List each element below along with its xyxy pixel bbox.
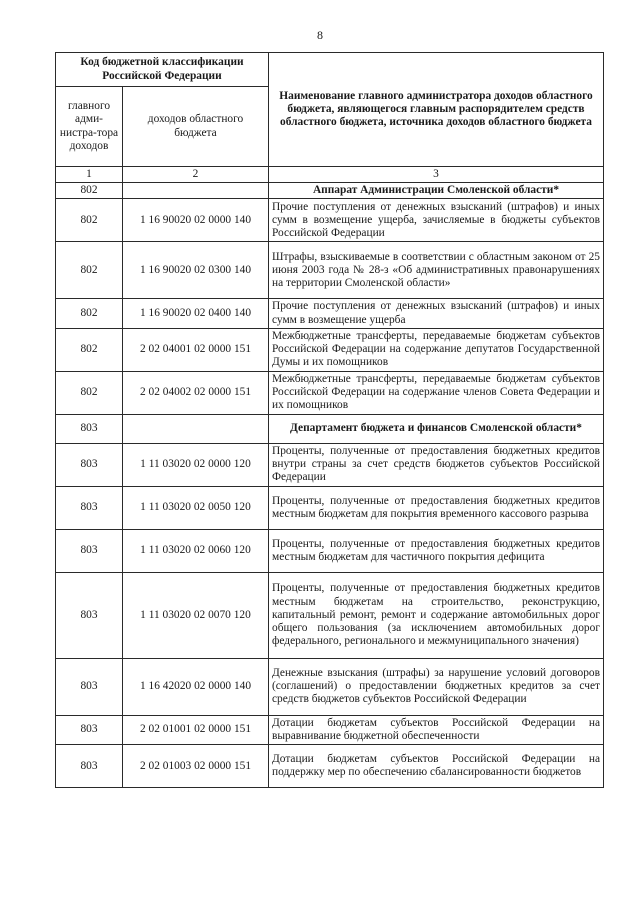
table-body [56, 183, 604, 788]
table-row [56, 199, 604, 242]
budget-classification-table [55, 52, 604, 788]
income-name-cell: Проценты, полученные от предоставления бюджетных кредитов местным бюджетам для покрытия временного кассового разрыва [269, 486, 604, 529]
admin-code-cell: 803 [56, 414, 123, 443]
admin-code-cell: 802 [56, 183, 123, 199]
admin-code-cell: 802 [56, 242, 123, 299]
income-name-cell: Проценты, полученные от предоставления бюджетных кредитов местным бюджетам на строительство, реконструкцию, капитальный ремонт, ремонт и содержание автомобильных дорог общего пользования (за исключением автомобильных дорог федерального, регионального и межмуниципального значения) [269, 572, 604, 658]
department-name-cell: Департамент бюджета и финансов Смоленской области* [269, 414, 604, 443]
header-name-column: Наименование главного администратора доходов областного бюджета, являющегося главным распорядителем средств областного бюджета, источника доходов областного бюджета [269, 53, 604, 167]
income-name-cell: Прочие поступления от денежных взысканий (штрафов) и иных сумм в возмещение ущерба, зачисляемые в бюджеты субъектов Российской Федерации [269, 199, 604, 242]
income-code-cell: 1 16 42020 02 0000 140 [123, 658, 269, 715]
table-row-department [56, 183, 604, 199]
table-row [56, 658, 604, 715]
admin-code-cell: 803 [56, 443, 123, 486]
income-code-cell: 1 11 03020 02 0000 120 [123, 443, 269, 486]
table-header [56, 53, 604, 183]
table-row-department [56, 414, 604, 443]
income-code-cell: 2 02 01001 02 0000 151 [123, 715, 269, 744]
income-name-cell: Дотации бюджетам субъектов Российской Федерации на выравнивание бюджетной обеспеченности [269, 715, 604, 744]
income-name-cell: Дотации бюджетам субъектов Российской Федерации на поддержку мер по обеспечению сбалансированности бюджетов [269, 745, 604, 788]
table-row [56, 371, 604, 414]
income-name-cell: Прочие поступления от денежных взысканий (штрафов) и иных сумм в возмещение ущерба [269, 299, 604, 328]
income-code-cell: 1 11 03020 02 0060 120 [123, 529, 269, 572]
header-column-number-3: 3 [269, 167, 604, 183]
admin-code-cell: 802 [56, 371, 123, 414]
admin-code-cell: 802 [56, 328, 123, 371]
income-code-cell: 1 16 90020 02 0300 140 [123, 242, 269, 299]
header-kbk-group: Код бюджетной классификации Российской Федерации [56, 53, 269, 87]
income-code-cell: 2 02 04001 02 0000 151 [123, 328, 269, 371]
table-row [56, 715, 604, 744]
header-column-number-1: 1 [56, 167, 123, 183]
admin-code-cell: 802 [56, 199, 123, 242]
admin-code-cell: 803 [56, 529, 123, 572]
income-name-cell: Проценты, полученные от предоставления бюджетных кредитов внутри страны за счет средств бюджетов субъектов Российской Федерации [269, 443, 604, 486]
admin-code-cell: 803 [56, 658, 123, 715]
income-name-cell: Денежные взыскания (штрафы) за нарушение условий договоров (соглашений) о предоставлении бюджетных кредитов за счет средств бюджетов субъектов Российской Федерации [269, 658, 604, 715]
table-row [56, 529, 604, 572]
admin-code-cell: 802 [56, 299, 123, 328]
income-name-cell: Проценты, полученные от предоставления бюджетных кредитов местным бюджетам для частичного покрытия дефицита [269, 529, 604, 572]
table-row [56, 328, 604, 371]
table-row [56, 486, 604, 529]
header-column-number-2: 2 [123, 167, 269, 183]
page-number: 8 [317, 28, 323, 42]
department-name-cell: Аппарат Администрации Смоленской области* [269, 183, 604, 199]
income-code-cell [123, 183, 269, 199]
admin-code-cell: 803 [56, 486, 123, 529]
income-code-cell: 1 11 03020 02 0070 120 [123, 572, 269, 658]
income-code-cell: 1 11 03020 02 0050 120 [123, 486, 269, 529]
income-code-cell: 2 02 04002 02 0000 151 [123, 371, 269, 414]
income-name-cell: Межбюджетные трансферты, передаваемые бюджетам субъектов Российской Федерации на содержание депутатов Государственной Думы и их помощников [269, 328, 604, 371]
table-row [56, 242, 604, 299]
header-admin-column: главного адми-нистра-тора доходов [56, 87, 123, 167]
table-row [56, 443, 604, 486]
admin-code-cell: 803 [56, 745, 123, 788]
income-code-cell: 2 02 01003 02 0000 151 [123, 745, 269, 788]
income-code-cell [123, 414, 269, 443]
admin-code-cell: 803 [56, 572, 123, 658]
table-row [56, 745, 604, 788]
income-name-cell: Штрафы, взыскиваемые в соответствии с областным законом от 25 июня 2003 года № 28-з «Об административных правонарушениях на территории Смоленской области» [269, 242, 604, 299]
header-income-column: доходов областного бюджета [123, 87, 269, 167]
table-row [56, 572, 604, 658]
income-code-cell: 1 16 90020 02 0400 140 [123, 299, 269, 328]
admin-code-cell: 803 [56, 715, 123, 744]
income-name-cell: Межбюджетные трансферты, передаваемые бюджетам субъектов Российской Федерации на содержание членов Совета Федерации и их помощников [269, 371, 604, 414]
table-row [56, 299, 604, 328]
income-code-cell: 1 16 90020 02 0000 140 [123, 199, 269, 242]
